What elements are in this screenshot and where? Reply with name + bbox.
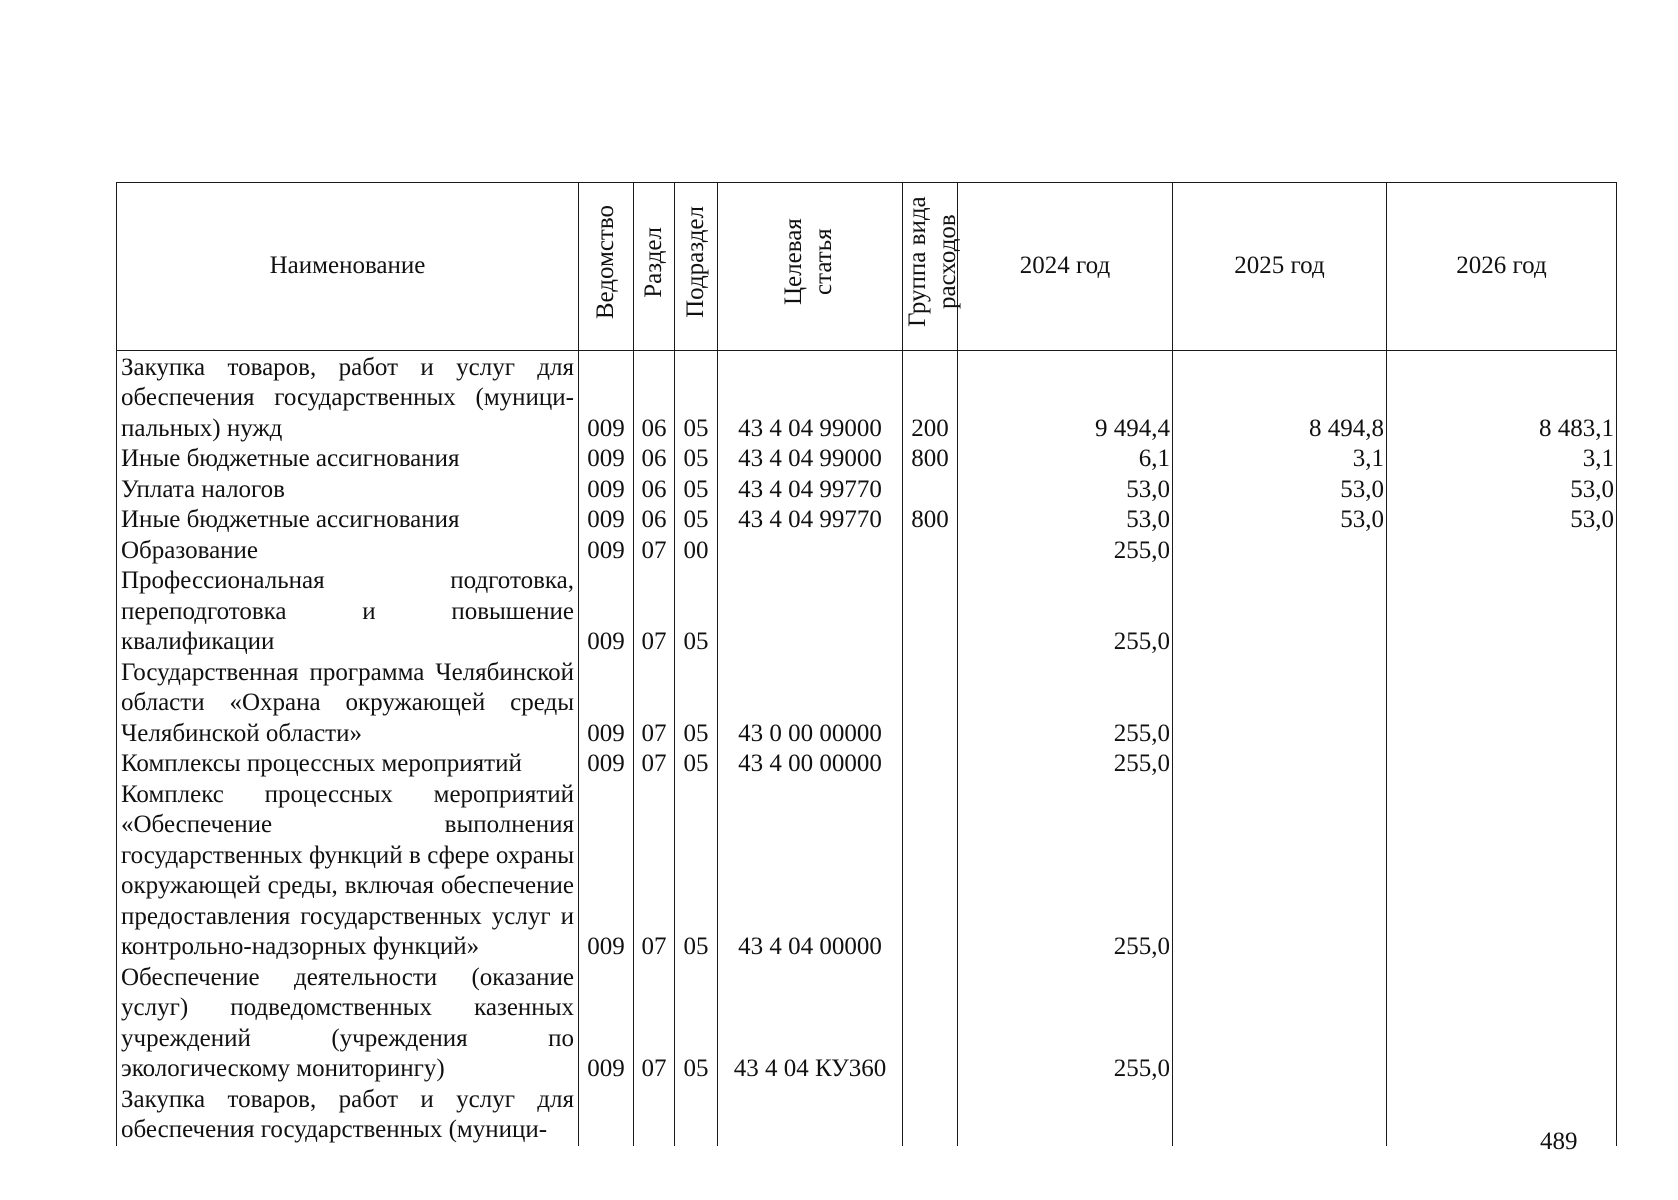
cell-celevaya-statya: 43 4 04 99770 [718, 505, 903, 536]
cell-gruppa-vida-rashodov [903, 1085, 958, 1146]
cell-year-2024: 255,0 [958, 566, 1173, 658]
cell-vedomstvo: 009 [579, 566, 634, 658]
cell-name: Образование [117, 536, 579, 567]
cell-podrazdel [675, 1085, 718, 1146]
cell-vedomstvo: 009 [579, 749, 634, 780]
cell-razdel: 06 [634, 444, 675, 475]
cell-gruppa-vida-rashodov: 200 [903, 350, 958, 444]
table-row [117, 963, 1617, 1085]
cell-year-2025 [1173, 566, 1387, 658]
header-year-2025: 2025 год [1173, 183, 1387, 351]
cell-celevaya-statya: 43 4 04 00000 [718, 780, 903, 963]
cell-podrazdel: 05 [675, 350, 718, 444]
header-year-2024: 2024 год [958, 183, 1173, 351]
cell-year-2025 [1173, 780, 1387, 963]
cell-year-2026 [1387, 749, 1617, 780]
cell-year-2026 [1387, 963, 1617, 1085]
table-row [117, 658, 1617, 750]
cell-razdel: 06 [634, 350, 675, 444]
cell-gruppa-vida-rashodov: 800 [903, 505, 958, 536]
header-row [117, 183, 1617, 351]
cell-celevaya-statya: 43 4 04 99000 [718, 350, 903, 444]
cell-podrazdel: 05 [675, 658, 718, 750]
cell-year-2024: 53,0 [958, 505, 1173, 536]
cell-podrazdel: 05 [675, 505, 718, 536]
cell-year-2024: 255,0 [958, 963, 1173, 1085]
cell-name: Государственная программа Челябинской области «Охрана окружающей среды Челябинской области» [117, 658, 579, 750]
cell-year-2024: 9 494,4 [958, 350, 1173, 444]
cell-razdel: 07 [634, 749, 675, 780]
cell-year-2026: 8 483,1 [1387, 350, 1617, 444]
cell-podrazdel: 05 [675, 780, 718, 963]
cell-celevaya-statya [718, 536, 903, 567]
header-vedomstvo: Ведомство [579, 183, 634, 351]
cell-gruppa-vida-rashodov [903, 475, 958, 506]
cell-name: Обеспечение деятельности (оказание услуг) подведомственных казенных учреждений (учреждения по экологическому мониторингу) [117, 963, 579, 1085]
cell-year-2024: 6,1 [958, 444, 1173, 475]
table-row [117, 505, 1617, 536]
header-razdel: Раздел [634, 183, 675, 351]
cell-razdel: 06 [634, 475, 675, 506]
cell-razdel: 07 [634, 566, 675, 658]
cell-celevaya-statya [718, 1085, 903, 1146]
header-name: Наименование [117, 183, 579, 351]
cell-podrazdel: 05 [675, 963, 718, 1085]
cell-vedomstvo [579, 1085, 634, 1146]
cell-razdel: 06 [634, 505, 675, 536]
table-row [117, 749, 1617, 780]
cell-year-2025 [1173, 1085, 1387, 1146]
cell-podrazdel: 00 [675, 536, 718, 567]
cell-name: Комплекс процессных мероприятий «Обеспечение выполнения государственных функций в сфере охраны окружающей среды, включая обеспечение предоставления государственных услуг и контрольно-надзорных функций» [117, 780, 579, 963]
cell-vedomstvo: 009 [579, 963, 634, 1085]
header-gruppa-vida-rashodov: Группа вида расходов [903, 183, 958, 351]
cell-celevaya-statya: 43 4 04 99770 [718, 475, 903, 506]
cell-name: Закупка товаров, работ и услуг для обеспечения государственных (муници-​пальных) нужд [117, 350, 579, 444]
cell-year-2025 [1173, 963, 1387, 1085]
cell-razdel: 07 [634, 780, 675, 963]
cell-gruppa-vida-rashodov [903, 749, 958, 780]
table-row [117, 1085, 1617, 1146]
cell-vedomstvo: 009 [579, 444, 634, 475]
header-celevaya-statya: Целевая статья [718, 183, 903, 351]
cell-name: Иные бюджетные ассигнования [117, 505, 579, 536]
cell-name: Профессиональная подготовка, переподготовка и повышение квалификации [117, 566, 579, 658]
cell-celevaya-statya: 43 4 00 00000 [718, 749, 903, 780]
cell-name: Закупка товаров, работ и услуг для обеспечения государственных (муници- [117, 1085, 579, 1146]
cell-podrazdel: 05 [675, 749, 718, 780]
cell-year-2026 [1387, 536, 1617, 567]
cell-name: Уплата налогов [117, 475, 579, 506]
cell-name: Комплексы процессных мероприятий [117, 749, 579, 780]
cell-razdel: 07 [634, 658, 675, 750]
cell-year-2026: 53,0 [1387, 505, 1617, 536]
cell-year-2026 [1387, 658, 1617, 750]
page-number: 489 [1540, 1128, 1578, 1155]
cell-gruppa-vida-rashodov [903, 658, 958, 750]
cell-year-2024 [958, 1085, 1173, 1146]
cell-vedomstvo: 009 [579, 536, 634, 567]
cell-vedomstvo: 009 [579, 505, 634, 536]
cell-gruppa-vida-rashodov [903, 963, 958, 1085]
cell-year-2026 [1387, 566, 1617, 658]
cell-year-2025 [1173, 658, 1387, 750]
cell-vedomstvo: 009 [579, 780, 634, 963]
cell-year-2024: 255,0 [958, 658, 1173, 750]
cell-year-2024: 53,0 [958, 475, 1173, 506]
cell-year-2025: 53,0 [1173, 475, 1387, 506]
table-row [117, 780, 1617, 963]
cell-year-2026 [1387, 780, 1617, 963]
cell-year-2025: 53,0 [1173, 505, 1387, 536]
cell-celevaya-statya: 43 4 04 КУ360 [718, 963, 903, 1085]
table-header [117, 183, 1617, 351]
cell-year-2025: 8 494,8 [1173, 350, 1387, 444]
cell-gruppa-vida-rashodov [903, 566, 958, 658]
cell-year-2025 [1173, 749, 1387, 780]
cell-celevaya-statya: 43 4 04 99000 [718, 444, 903, 475]
cell-podrazdel: 05 [675, 444, 718, 475]
cell-razdel: 07 [634, 963, 675, 1085]
cell-name: Иные бюджетные ассигнования [117, 444, 579, 475]
table-row [117, 475, 1617, 506]
cell-year-2024: 255,0 [958, 749, 1173, 780]
cell-gruppa-vida-rashodov [903, 536, 958, 567]
cell-year-2024: 255,0 [958, 780, 1173, 963]
cell-vedomstvo: 009 [579, 475, 634, 506]
cell-podrazdel: 05 [675, 475, 718, 506]
cell-vedomstvo: 009 [579, 350, 634, 444]
cell-year-2026: 3,1 [1387, 444, 1617, 475]
table-body [117, 350, 1617, 1146]
cell-gruppa-vida-rashodov: 800 [903, 444, 958, 475]
cell-year-2025: 3,1 [1173, 444, 1387, 475]
table-row [117, 350, 1617, 444]
cell-year-2026 [1387, 1085, 1617, 1146]
cell-celevaya-statya: 43 0 00 00000 [718, 658, 903, 750]
cell-razdel: 07 [634, 536, 675, 567]
header-year-2026: 2026 год [1387, 183, 1617, 351]
cell-razdel [634, 1085, 675, 1146]
cell-vedomstvo: 009 [579, 658, 634, 750]
header-podrazdel: Подраздел [675, 183, 718, 351]
table-row [117, 566, 1617, 658]
table-row [117, 536, 1617, 567]
cell-gruppa-vida-rashodov [903, 780, 958, 963]
cell-year-2026: 53,0 [1387, 475, 1617, 506]
table-row [117, 444, 1617, 475]
cell-year-2024: 255,0 [958, 536, 1173, 567]
budget-table [116, 182, 1617, 1146]
cell-year-2025 [1173, 536, 1387, 567]
cell-celevaya-statya [718, 566, 903, 658]
cell-podrazdel: 05 [675, 566, 718, 658]
